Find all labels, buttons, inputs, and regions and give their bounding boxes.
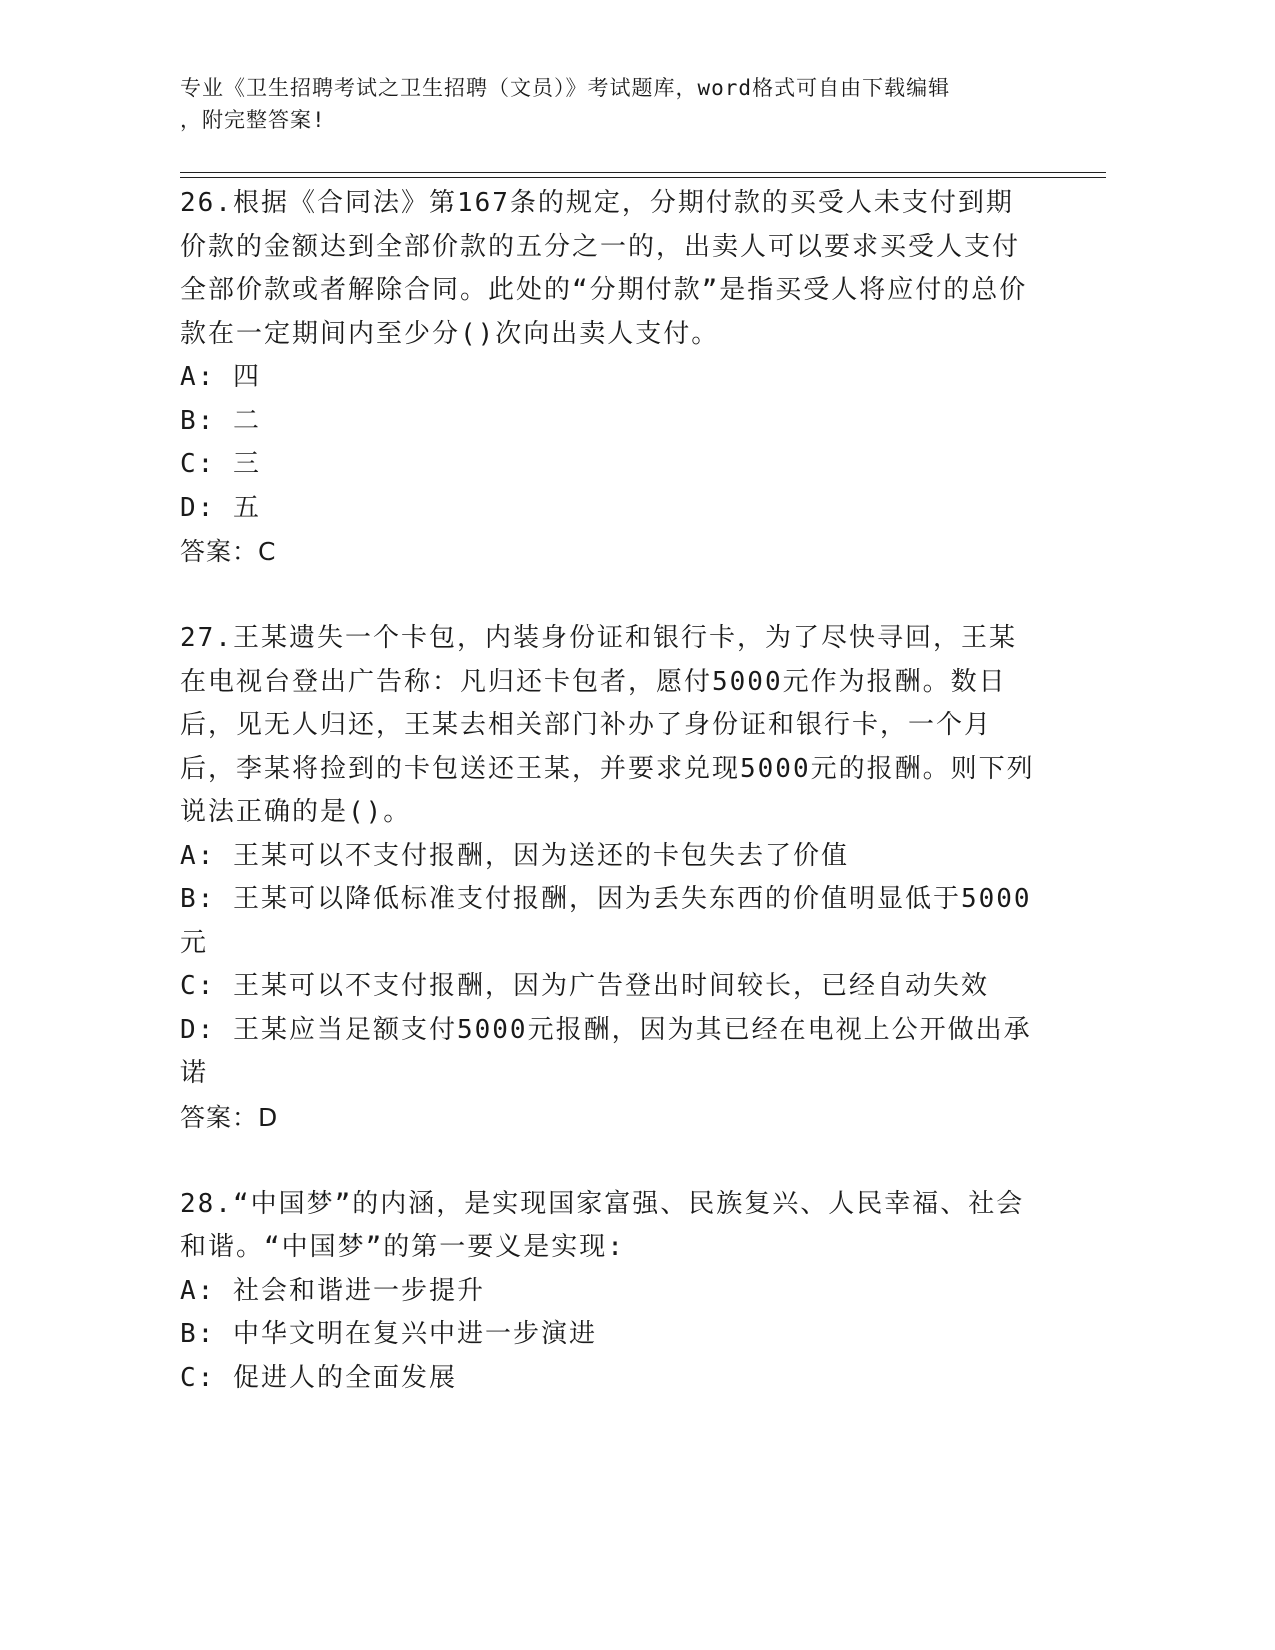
answer-line: 答案：D — [180, 1102, 279, 1132]
answer-line: 答案：C — [180, 537, 277, 566]
option-a: A: 社会和谐进一步提升 — [180, 1275, 485, 1306]
question-stem: 26.根据《合同法》第167条的规定，分期付款的买受人未支付到期价款的金额达到全部价款的五分之一的，出卖人可以要求买受人支付全部价款或者解除合同。此处的“分期付款”是指买受人将应付的总价款在一定期间内至少分()次向出卖人支付。 — [180, 188, 1028, 349]
option-a: A: 四 — [180, 362, 261, 392]
option-c: C: 三 — [180, 449, 261, 479]
option-b: B: 王某可以降低标准支付报酬，因为丢失东西的价值明显低于5000元 — [180, 884, 1032, 958]
option-b: B: 二 — [180, 405, 261, 436]
question-stem: 27.王某遗失一个卡包，内装身份证和银行卡，为了尽快寻回，王某在电视台登出广告称：凡归还卡包者，愿付5000元作为报酬。数日后，见无人归还，王某去相关部门补办了身份证和银行卡，一个月后，李某将捡到的卡包送还王某，并要求兑现5000元的报酬。则下列说法正确的是()。 — [180, 623, 1035, 827]
question-spacer — [180, 1139, 1040, 1183]
option-d: D: 王某应当足额支付5000元报酬，因为其已经在电视上公开做出承诺 — [180, 1014, 1032, 1088]
question-item — [180, 1183, 1040, 1401]
question-spacer — [180, 574, 1040, 618]
header-divider — [180, 172, 1106, 173]
question-stem: 28.“中国梦”的内涵，是实现国家富强、民族复兴、人民幸福、社会和谐。“中国梦”的第一要义是实现: — [180, 1188, 1025, 1262]
question-list — [180, 182, 1040, 1400]
document-header — [180, 72, 1040, 136]
option-c: C: 促进人的全面发展 — [180, 1362, 457, 1393]
option-d: D: 五 — [180, 492, 261, 523]
header-divider — [180, 177, 1106, 178]
option-a: A: 王某可以不支付报酬，因为送还的卡包失去了价值 — [180, 840, 849, 871]
question-item — [180, 617, 1040, 1139]
header-line: ，附完整答案! — [180, 108, 326, 132]
option-b: B: 中华文明在复兴中进一步演进 — [180, 1319, 597, 1349]
option-c: C: 王某可以不支付报酬，因为广告登出时间较长，已经自动失效 — [180, 971, 989, 1001]
header-line: 专业《卫生招聘考试之卫生招聘（文员）》考试题库，word格式可自由下载编辑 — [180, 76, 951, 100]
question-item — [180, 182, 1040, 574]
